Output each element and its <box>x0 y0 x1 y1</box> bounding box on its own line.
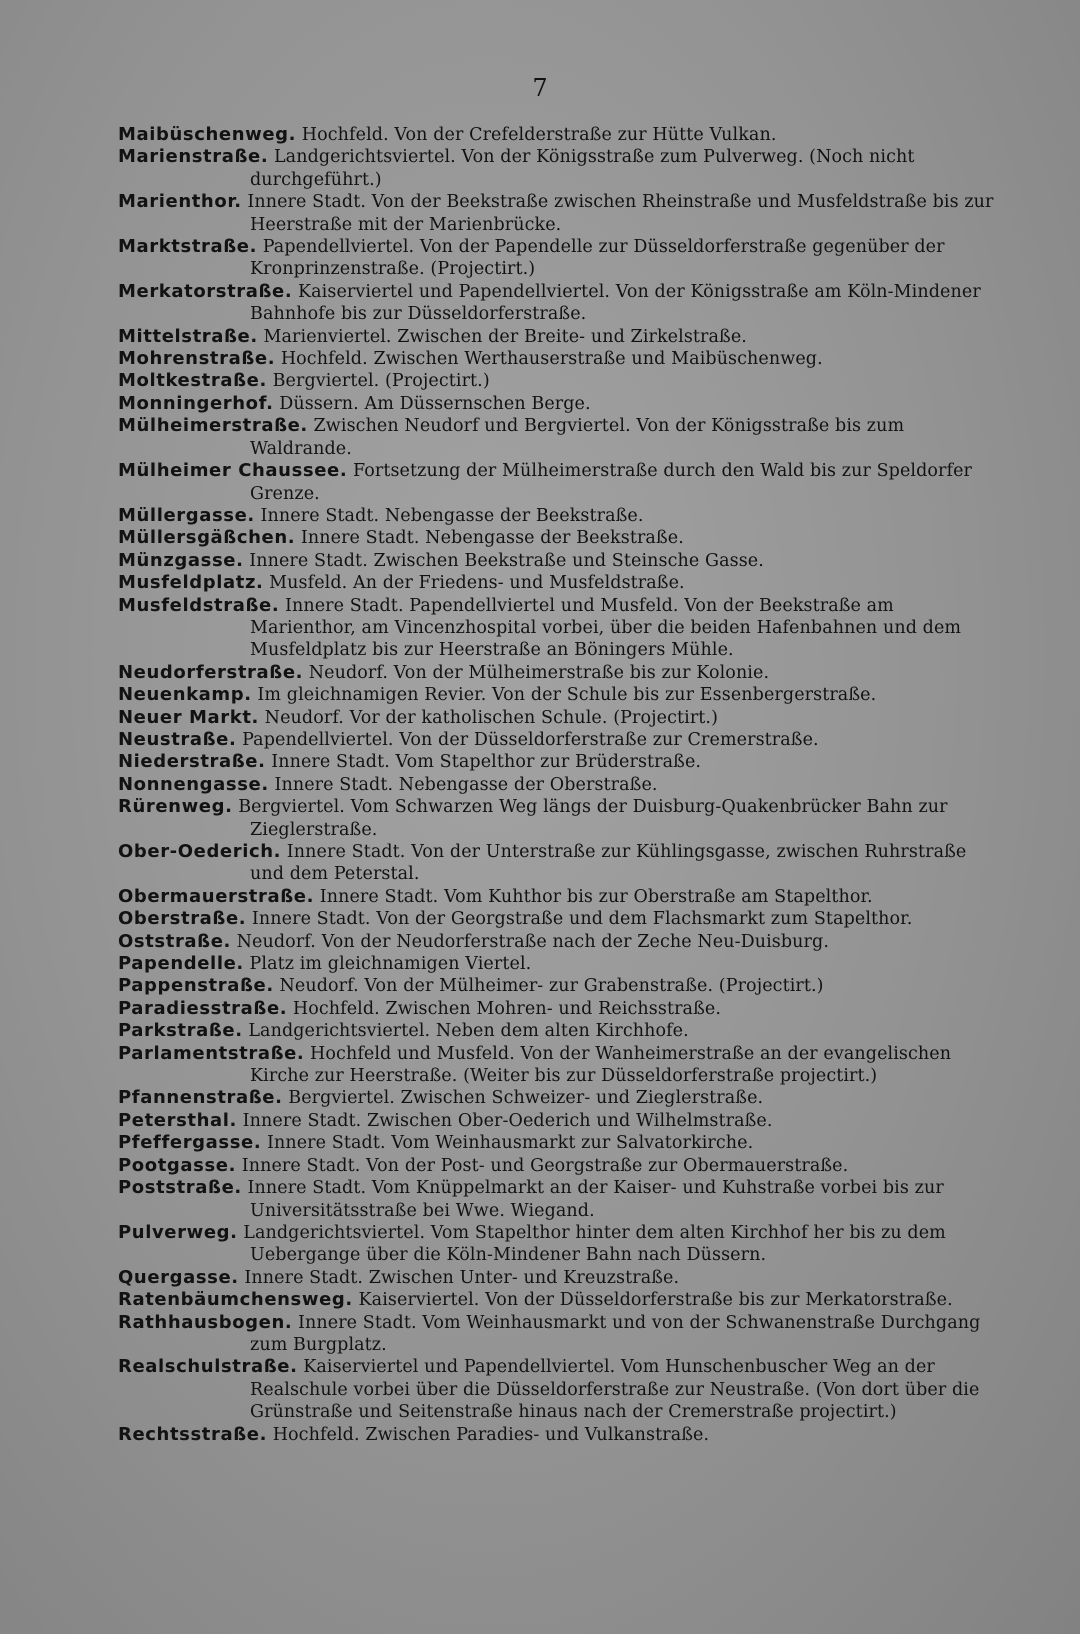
street-description: Papendellviertel. Von der Papendelle zur Düsseldorferstraße gegenüber der Kronprinzenstraße. (Projectirt.) <box>250 237 945 280</box>
street-description: Innere Stadt. Von der Post- und Georgstraße zur Obermauerstraße. <box>241 1155 849 1176</box>
street-name: Mittelstraße. <box>118 325 258 347</box>
directory-entry <box>118 998 998 1020</box>
directory-entry <box>118 505 998 527</box>
street-description: Innere Stadt. Zwischen Unter- und Kreuzstraße. <box>244 1267 680 1288</box>
street-name: Obermauerstraße. <box>118 885 315 907</box>
street-description: Innere Stadt. Nebengasse der Beekstraße. <box>260 505 644 526</box>
directory-entry <box>118 415 998 460</box>
street-name: Mülheimer Chaussee. <box>118 460 348 482</box>
street-name: Parlamentstraße. <box>118 1042 305 1064</box>
street-name: Monningerhof. <box>118 392 274 414</box>
page-number: 7 <box>532 74 548 102</box>
street-name: Marktstraße. <box>118 236 258 258</box>
street-description: Hochfeld. Zwischen Paradies- und Vulkanstraße. <box>272 1424 710 1445</box>
street-description: Neudorf. Von der Mülheimerstraße bis zur Kolonie. <box>308 662 770 683</box>
street-description: Landgerichtsviertel. Neben dem alten Kirchhofe. <box>248 1021 689 1042</box>
street-description: Innere Stadt. Vom Weinhausmarkt zur Salvatorkirche. <box>266 1133 754 1154</box>
street-name: Moltkestraße. <box>118 370 267 392</box>
street-name: Pfeffergasse. <box>118 1132 262 1154</box>
street-name: Neuenkamp. <box>118 684 252 706</box>
directory-entry <box>118 326 998 348</box>
directory-entry <box>118 1177 998 1222</box>
directory-entry <box>118 931 998 953</box>
street-description: Kaiserviertel und Papendellviertel. Von der Königsstraße am Köln-Mindener Bahnhofe bis zur Düsseldorferstraße. <box>250 281 981 325</box>
street-name: Papendelle. <box>118 953 244 975</box>
directory-entry <box>118 146 998 191</box>
street-name: Oberstraße. <box>118 908 247 930</box>
directory-entry <box>118 281 998 326</box>
street-name: Poststraße. <box>118 1177 242 1199</box>
directory-entry <box>118 460 998 505</box>
directory-entry <box>118 1132 998 1154</box>
street-name: Neuer Markt. <box>118 706 259 728</box>
street-description: Platz im gleichnamigen Viertel. <box>249 954 532 975</box>
street-description: Innere Stadt. Nebengasse der Beekstraße. <box>300 528 684 549</box>
directory-entry <box>118 1110 998 1132</box>
directory-entry <box>118 124 998 146</box>
street-name: Paradiesstraße. <box>118 997 288 1019</box>
street-name: Quergasse. <box>118 1266 239 1288</box>
directory-entry <box>118 1087 998 1109</box>
street-name: Realschulstraße. <box>118 1356 298 1378</box>
street-name: Pootgasse. <box>118 1154 237 1176</box>
street-name: Müllersgäßchen. <box>118 527 296 549</box>
street-name: Ratenbäumchensweg. <box>118 1289 353 1311</box>
street-name: Oststraße. <box>118 930 231 952</box>
street-name: Niederstraße. <box>118 751 266 773</box>
street-name: Pappenstraße. <box>118 975 274 997</box>
street-description: Innere Stadt. Von der Unterstraße zur Kühlingsgasse, zwischen Ruhrstraße und dem Peterstal. <box>250 842 967 885</box>
directory-entry <box>118 796 998 841</box>
directory-entry <box>118 1043 998 1088</box>
street-name: Neustraße. <box>118 728 237 750</box>
street-name: Rürenweg. <box>118 796 233 818</box>
street-description: Innere Stadt. Vom Weinhausmarkt und von der Schwanenstraße Durchgang zum Burgplatz. <box>250 1312 981 1355</box>
street-description: Innere Stadt. Papendellviertel und Musfeld. Von der Beekstraße am Marienthor, am Vincenzhospital vorbei, über die beiden Hafenbahnen und dem Musfeldplatz bis zur Heerstraße an Böningers Mühle. <box>250 595 962 661</box>
street-description: Hochfeld und Musfeld. Von der Wanheimerstraße an der evangelischen Kirche zur Heerstraße. (Weiter bis zur Düsseldorferstraße projectirt.) <box>250 1043 952 1087</box>
street-name: Müllergasse. <box>118 504 255 526</box>
street-name: Petersthal. <box>118 1109 237 1131</box>
street-description: Bergviertel. Zwischen Schweizer- und Zieglerstraße. <box>288 1088 764 1109</box>
directory-entry <box>118 774 998 796</box>
street-name: Mohrenstraße. <box>118 348 276 370</box>
street-description: Hochfeld. Von der Crefelderstraße zur Hütte Vulkan. <box>301 125 777 145</box>
street-name: Neudorferstraße. <box>118 661 304 683</box>
street-description: Innere Stadt. Vom Knüppelmarkt an der Kaiser- und Kuhstraße vorbei bis zur Universitätsstraße bei Wwe. Wiegand. <box>247 1178 944 1221</box>
street-description: Innere Stadt. Von der Georgstraße und dem Flachsmarkt zum Stapelthor. <box>251 909 913 930</box>
directory-entry <box>118 348 998 370</box>
street-description: Neudorf. Von der Neudorferstraße nach der Zeche Neu-Duisburg. <box>236 931 829 952</box>
directory-entry <box>118 393 998 415</box>
street-description: Neudorf. Vor der katholischen Schule. (Projectirt.) <box>264 707 719 728</box>
street-description: Innere Stadt. Zwischen Ober-Oederich und Wilhelmstraße. <box>242 1110 773 1131</box>
street-description: Kaiserviertel und Papendellviertel. Vom Hunschenbuscher Weg an der Realschule vorbei über die Düsseldorferstraße zur Neustraße. (Von dort über die Grünstraße und Seitenstraße hinaus nach der Cremerstraße projectirt.) <box>250 1357 980 1423</box>
street-name: Parkstraße. <box>118 1020 243 1042</box>
street-name: Marienthor. <box>118 191 242 213</box>
street-description: Düssern. Am Düssernschen Berge. <box>279 393 591 414</box>
street-description: Innere Stadt. Nebengasse der Oberstraße. <box>274 774 658 795</box>
directory-entry <box>118 527 998 549</box>
street-name: Ober-Oederich. <box>118 841 282 862</box>
street-description: Kaiserviertel. Von der Düsseldorferstraße bis zur Merkatorstraße. <box>358 1290 953 1311</box>
street-name: Pfannenstraße. <box>118 1087 283 1109</box>
street-description: Landgerichtsviertel. Vom Stapelthor hinter dem alten Kirchhof her bis zu dem Uebergange über die Köln-Mindener Bahn nach Düssern. <box>243 1222 946 1266</box>
street-description: Fortsetzung der Mülheimerstraße durch den Wald bis zur Speldorfer Grenze. <box>250 461 973 504</box>
street-name: Mülheimerstraße. <box>118 415 308 437</box>
street-directory-list <box>118 124 998 1446</box>
street-description: Bergviertel. (Projectirt.) <box>272 371 490 392</box>
street-description: Papendellviertel. Von der Düsseldorferstraße zur Cremerstraße. <box>242 729 819 750</box>
street-description: Innere Stadt. Von der Beekstraße zwischen Rheinstraße und Musfeldstraße bis zur Heerstraße mit der Marienbrücke. <box>247 192 994 235</box>
directory-entry <box>118 572 998 594</box>
street-name: Rechtsstraße. <box>118 1423 268 1445</box>
directory-entry <box>118 1356 998 1423</box>
street-description: Musfeld. An der Friedens- und Musfeldstraße. <box>269 573 685 594</box>
street-name: Musfeldstraße. <box>118 594 280 616</box>
directory-entry <box>118 953 998 975</box>
street-description: Innere Stadt. Vom Kuhthor bis zur Oberstraße am Stapelthor. <box>319 886 873 907</box>
directory-entry <box>118 1312 998 1357</box>
directory-entry <box>118 1155 998 1177</box>
directory-entry <box>118 1020 998 1042</box>
directory-entry <box>118 1222 998 1267</box>
street-description: Zwischen Neudorf und Bergviertel. Von der Königsstraße bis zum Waldrande. <box>250 416 905 459</box>
directory-entry <box>118 662 998 684</box>
directory-entry <box>118 1424 998 1446</box>
street-name: Marienstraße. <box>118 146 269 168</box>
street-description: Im gleichnamigen Revier. Von der Schule bis zur Essenbergerstraße. <box>257 685 877 706</box>
directory-entry <box>118 550 998 572</box>
street-description: Neudorf. Von der Mülheimer- zur Grabenstraße. (Projectirt.) <box>279 976 824 997</box>
directory-entry <box>118 370 998 392</box>
directory-entry <box>118 751 998 773</box>
directory-entry <box>118 886 998 908</box>
street-description: Marienviertel. Zwischen der Breite- und Zirkelstraße. <box>263 326 747 347</box>
street-description: Bergviertel. Vom Schwarzen Weg längs der Duisburg-Quakenbrücker Bahn zur Zieglerstraße. <box>238 797 948 840</box>
street-description: Hochfeld. Zwischen Mohren- und Reichsstraße. <box>292 998 721 1019</box>
street-name: Maibüschenweg. <box>118 124 297 145</box>
directory-entry <box>118 707 998 729</box>
directory-entry <box>118 191 998 236</box>
street-description: Innere Stadt. Vom Stapelthor zur Brüderstraße. <box>271 752 702 773</box>
street-name: Nonnengasse. <box>118 773 269 795</box>
street-description: Hochfeld. Zwischen Werthauserstraße und Maibüschenweg. <box>280 349 823 370</box>
street-name: Rathhausbogen. <box>118 1311 293 1333</box>
directory-entry <box>118 1289 998 1311</box>
street-name: Musfeldplatz. <box>118 572 264 594</box>
directory-entry <box>118 841 998 886</box>
street-name: Münzgasse. <box>118 549 244 571</box>
directory-entry <box>118 908 998 930</box>
street-name: Pulverweg. <box>118 1221 238 1243</box>
directory-entry <box>118 684 998 706</box>
directory-entry <box>118 595 998 662</box>
street-description: Innere Stadt. Zwischen Beekstraße und Steinsche Gasse. <box>249 550 764 571</box>
street-description: Landgerichtsviertel. Von der Königsstraße zum Pulverweg. (Noch nicht durchgeführt.) <box>250 147 915 190</box>
street-name: Merkatorstraße. <box>118 280 293 302</box>
directory-entry <box>118 236 998 281</box>
directory-entry <box>118 1267 998 1289</box>
directory-entry <box>118 975 998 997</box>
directory-entry <box>118 729 998 751</box>
